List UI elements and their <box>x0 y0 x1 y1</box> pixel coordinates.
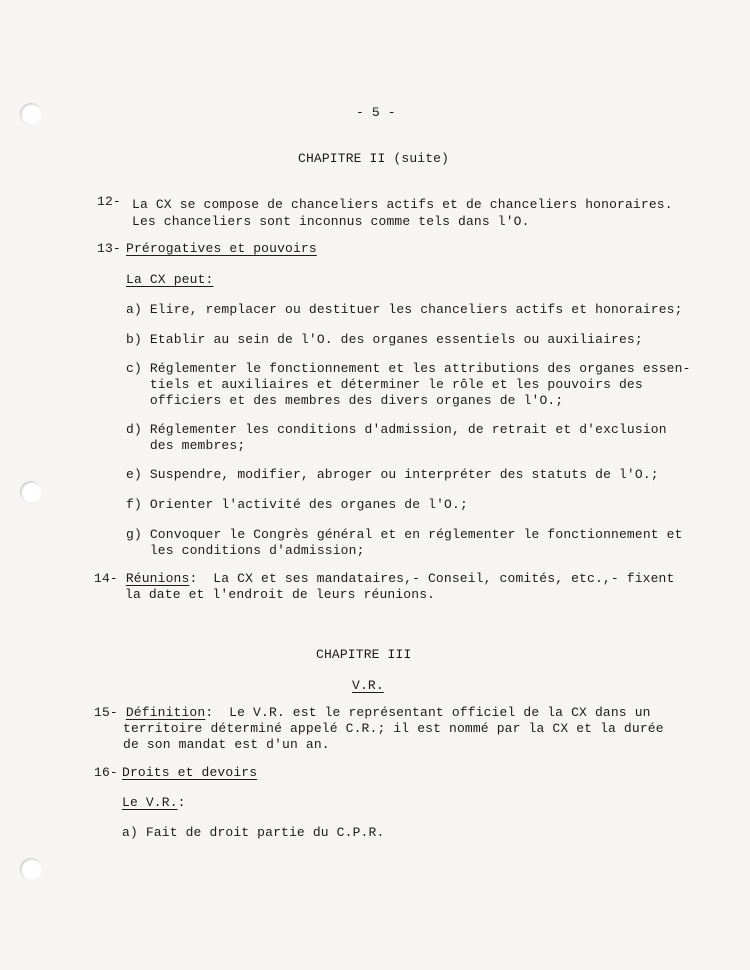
article-title: Prérogatives et pouvoirs <box>126 241 317 256</box>
article-line <box>94 570 674 587</box>
article-intro: La CX peut: <box>126 272 214 287</box>
chapter-subheading: V.R. <box>352 678 384 693</box>
chapter-heading: CHAPITRE III <box>316 647 412 662</box>
binder-hole <box>20 103 42 125</box>
article-number: 13- <box>97 241 121 256</box>
article-number: 12- <box>97 194 121 209</box>
list-item: g) Convoquer le Congrès général et en réglementer le fonctionnement et <box>126 527 683 542</box>
article-text-line: La CX se compose de chanceliers actifs et de chanceliers honoraires. <box>132 197 673 212</box>
article-intro-line <box>122 794 186 811</box>
article-text-line: la date et l'endroit de leurs réunions. <box>125 587 436 602</box>
article-intro-colon: : <box>177 795 186 810</box>
page-number: - 5 - <box>356 105 396 120</box>
list-item: e) Suspendre, modifier, abroger ou interpréter des statuts de l'O.; <box>126 467 659 482</box>
list-item: f) Orienter l'activité des organes de l'O.; <box>126 497 468 512</box>
list-item-continuation: les conditions d'admission; <box>126 543 365 558</box>
list-item-continuation: officiers et des membres des divers organes de l'O.; <box>126 393 564 408</box>
article-number: 14- <box>94 571 118 586</box>
binder-hole <box>20 858 42 880</box>
list-item-continuation: des membres; <box>126 438 246 453</box>
list-item: d) Réglementer les conditions d'admission, de retrait et d'exclusion <box>126 422 667 437</box>
list-item: c) Réglementer le fonctionnement et les attributions des organes essen- <box>126 361 691 376</box>
article-number: 15- <box>94 705 118 720</box>
list-item-continuation: tiels et auxiliaires et déterminer le rôle et les pouvoirs des <box>126 377 643 392</box>
article-title: Définition <box>125 705 206 720</box>
chapter-heading: CHAPITRE II (suite) <box>298 151 450 166</box>
list-item: a) Fait de droit partie du C.P.R. <box>122 825 385 840</box>
article-title: Droits et devoirs <box>122 765 258 780</box>
article-title: Réunions <box>125 571 190 586</box>
binder-hole <box>20 481 42 503</box>
article-intro: Le V.R. <box>122 795 178 810</box>
list-item: b) Etablir au sein de l'O. des organes essentiels ou auxiliaires; <box>126 332 643 347</box>
article-number: 16- <box>94 765 118 780</box>
article-line <box>94 704 651 721</box>
list-item: a) Elire, remplacer ou destituer les chanceliers actifs et honoraires; <box>126 302 683 317</box>
article-text-line: Les chanceliers sont inconnus comme tels dans l'O. <box>132 214 530 229</box>
article-text-line: de son mandat est d'un an. <box>123 737 330 752</box>
article-text: : La CX et ses mandataires,- Conseil, comités, etc.,- fixent <box>189 571 675 586</box>
article-text-line: territoire déterminé appelé C.R.; il est nommé par la CX et la durée <box>123 721 664 736</box>
article-text: : Le V.R. est le représentant officiel de la CX dans un <box>205 705 651 720</box>
